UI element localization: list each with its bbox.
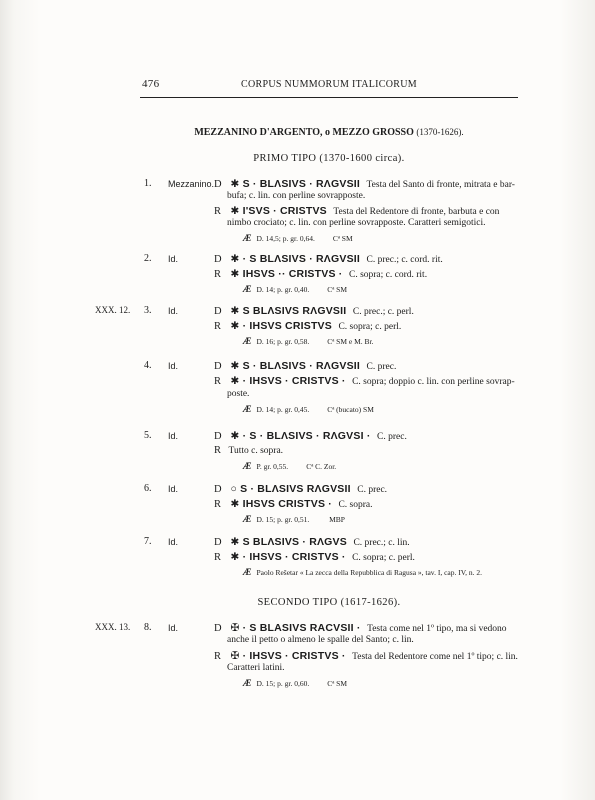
reverse-symbol: R bbox=[214, 651, 222, 662]
reverse-symbol: R bbox=[214, 552, 222, 563]
obverse-description: C. prec.; c. cord. rit. bbox=[366, 255, 443, 265]
reverse-legend: ✠ · IHSVS · CRISTVS · bbox=[230, 650, 346, 662]
reverse-description: C. sopra; doppio c. lin. con perline sovrap- bbox=[352, 377, 515, 387]
entry-collection: C. Zor. bbox=[315, 462, 337, 471]
obverse-line bbox=[214, 178, 515, 190]
obverse-legend: ✠ · S BLASIVS RACVSII · bbox=[230, 622, 361, 634]
section-title bbox=[140, 127, 518, 138]
metal-mark: Æ bbox=[243, 284, 252, 294]
obverse-symbol: D bbox=[214, 306, 222, 317]
obverse-description: C. prec. bbox=[366, 362, 397, 372]
entry-dimensions: D. 14; p. gr. 0,45. bbox=[256, 405, 310, 414]
obverse-legend: ✱ · S BLΛSIVS · RΛGVSII bbox=[230, 253, 361, 265]
entry-collection: SM bbox=[363, 405, 374, 414]
reverse-description: C. sopra. bbox=[338, 500, 373, 510]
reverse-line bbox=[214, 205, 499, 217]
obverse-symbol: D bbox=[214, 431, 222, 442]
entry-number: 1. bbox=[144, 178, 152, 189]
entry-dimensions: D. 14; p. gr. 0,40. bbox=[256, 285, 310, 294]
entry-number: 7. bbox=[144, 536, 152, 547]
entry-meta bbox=[243, 461, 336, 471]
obverse-symbol: D bbox=[214, 484, 222, 495]
entry-meta bbox=[243, 514, 345, 524]
entry-dimensions: P. gr. 0,55. bbox=[256, 462, 289, 471]
reverse-line bbox=[214, 268, 427, 280]
entry-denomination: Mezzanino. bbox=[168, 179, 215, 189]
obverse-line bbox=[214, 253, 443, 265]
entry-meta bbox=[243, 233, 353, 243]
metal-mark: Æ bbox=[243, 404, 252, 414]
entry-collection: MBP bbox=[329, 515, 345, 524]
entry-number: 6. bbox=[144, 483, 152, 494]
reverse-symbol: R bbox=[214, 321, 222, 332]
entry-denomination: Id. bbox=[168, 623, 179, 633]
obverse-line bbox=[214, 622, 507, 634]
reverse-legend: ✱ · IHSVS · CRISTVS · bbox=[230, 551, 346, 563]
reverse-description: Testa del Redentore come nel 1º tipo; c. lin. bbox=[352, 652, 518, 662]
page-number: 476 bbox=[142, 78, 160, 90]
obverse-legend: ○ S · BLΛSIVS RΛGVSII bbox=[230, 483, 351, 495]
metal-mark: Æ bbox=[243, 514, 252, 524]
obverse-line bbox=[214, 483, 387, 495]
entry-number: 5. bbox=[144, 430, 152, 441]
obverse-continuation: bufa; c. lin. con perline sovrapposte. bbox=[227, 191, 366, 201]
entry-meta bbox=[243, 336, 373, 346]
entry-dimensions: D. 15; p. gr. 0,60. bbox=[256, 679, 310, 688]
running-title: CORPUS NUMMORUM ITALICORUM bbox=[241, 79, 417, 90]
reverse-symbol: R bbox=[214, 499, 222, 510]
entry-dimensions: D. 15; p. gr. 0,51. bbox=[256, 515, 310, 524]
metal-mark: Æ bbox=[243, 233, 252, 243]
metal-mark: Æ bbox=[243, 567, 252, 577]
entry-number: 2. bbox=[144, 253, 152, 264]
entry-dimensions: D. 16; p. gr. 0,58. bbox=[256, 337, 310, 346]
reverse-symbol: R bbox=[214, 206, 222, 217]
entry-denomination: Id. bbox=[168, 306, 179, 316]
metal-mark: Æ bbox=[243, 461, 252, 471]
entry-ref: Cª bbox=[327, 285, 335, 294]
obverse-description: C. prec. bbox=[357, 485, 388, 495]
obverse-line bbox=[214, 430, 407, 442]
obverse-line bbox=[214, 536, 410, 548]
entry-denomination: Id. bbox=[168, 361, 179, 371]
obverse-legend: ✱ S BLΛSIVS · RΛGVS bbox=[230, 536, 347, 548]
reverse-line bbox=[214, 650, 518, 662]
entry-dimensions: D. 14,5; p. gr. 0,64. bbox=[256, 234, 315, 243]
reverse-continuation: poste. bbox=[227, 389, 250, 399]
obverse-symbol: D bbox=[214, 254, 222, 265]
entry-collection: SM e M. Br. bbox=[336, 337, 374, 346]
entry-denomination: Id. bbox=[168, 537, 179, 547]
obverse-description: Testa come nel 1º tipo, ma si vedono bbox=[367, 624, 507, 634]
section-title-text: MEZZANINO D'ARGENTO, o MEZZO GROSSO bbox=[194, 127, 414, 138]
reverse-description: Tutto c. sopra. bbox=[228, 446, 284, 456]
obverse-continuation: anche il petto o almeno le spalle del Santo; c. lin. bbox=[227, 635, 414, 645]
type1-heading: PRIMO TIPO (1370-1600 circa). bbox=[253, 153, 405, 164]
reverse-line bbox=[214, 445, 283, 456]
reverse-line bbox=[214, 551, 415, 563]
section-date: (1370-1626). bbox=[416, 127, 464, 137]
plate-reference: XXX. 12. bbox=[95, 305, 131, 315]
reverse-legend: ✱ IHSVS CRISTVS · bbox=[230, 498, 332, 510]
obverse-symbol: D bbox=[214, 361, 222, 372]
reverse-symbol: R bbox=[214, 445, 222, 456]
reverse-legend: ✱ IHSVS ·· CRISTVS · bbox=[230, 268, 343, 280]
obverse-legend: ✱ · S · BLΛSIVS · RΛGVSI · bbox=[230, 430, 371, 442]
obverse-legend: ✱ S · BLΛSIVS · RΛGVSII bbox=[230, 360, 361, 372]
obverse-line bbox=[214, 305, 414, 317]
reverse-line bbox=[214, 375, 515, 387]
reverse-symbol: R bbox=[214, 376, 222, 387]
entry-denomination: Id. bbox=[168, 254, 179, 264]
obverse-description: C. prec.; c. lin. bbox=[353, 538, 410, 548]
obverse-description: Testa del Santo di fronte, mitrata e bar- bbox=[366, 180, 515, 190]
obverse-description: C. prec.; c. perl. bbox=[352, 307, 414, 317]
reverse-description: C. sopra; c. cord. rit. bbox=[348, 270, 428, 280]
entry-number: 3. bbox=[144, 305, 152, 316]
entry-reference-text: Paolo Reŝetar « La zecca della Repubblica di Ragusa », tav. I, cap. IV, n. 2. bbox=[256, 568, 483, 577]
obverse-legend: ✱ S · BLΛSIVS · RΛGVSII bbox=[230, 178, 361, 190]
entry-meta bbox=[243, 678, 347, 688]
reverse-line bbox=[214, 498, 373, 510]
entry-meta bbox=[243, 567, 482, 577]
entry-collection: SM bbox=[341, 234, 353, 243]
header-rule bbox=[140, 97, 518, 98]
entry-ref: Cª (bucato) bbox=[327, 405, 362, 414]
reverse-continuation: nimbo crociato; c. lin. con perline sovrapposte. Caratteri semigotici. bbox=[227, 218, 486, 228]
entry-denomination: Id. bbox=[168, 484, 179, 494]
entry-collection: SM bbox=[336, 679, 348, 688]
entry-ref: Cª bbox=[306, 462, 314, 471]
reverse-description: Testa del Redentore di fronte, barbuta e con bbox=[333, 207, 500, 217]
entry-ref: Cª bbox=[332, 234, 340, 243]
entry-number: 8. bbox=[144, 622, 152, 633]
reverse-symbol: R bbox=[214, 269, 222, 280]
plate-reference: XXX. 13. bbox=[95, 622, 131, 632]
reverse-legend: ✱ · IHSVS · CRISTVS · bbox=[230, 375, 346, 387]
reverse-description: C. sopra; c. perl. bbox=[338, 322, 402, 332]
entry-denomination: Id. bbox=[168, 431, 179, 441]
reverse-legend: ✱ I'SVS · CRISTVS bbox=[230, 205, 327, 217]
obverse-symbol: D bbox=[214, 537, 222, 548]
entry-meta bbox=[243, 284, 347, 294]
entry-collection: SM bbox=[336, 285, 348, 294]
obverse-symbol: D bbox=[214, 179, 222, 190]
entry-meta bbox=[243, 404, 374, 414]
obverse-legend: ✱ S BLΛSIVS RΛGVSII bbox=[230, 305, 347, 317]
obverse-description: C. prec. bbox=[377, 432, 407, 442]
type2-heading: SECONDO TIPO (1617-1626). bbox=[257, 597, 401, 608]
reverse-line bbox=[214, 320, 401, 332]
entry-number: 4. bbox=[144, 360, 152, 371]
obverse-symbol: D bbox=[214, 623, 222, 634]
entry-ref: Cª bbox=[327, 337, 335, 346]
reverse-description: C. sopra; c. perl. bbox=[352, 553, 415, 563]
entry-ref: Cª bbox=[327, 679, 335, 688]
reverse-legend: ✱ · IHSVS CRISTVS bbox=[230, 320, 332, 332]
reverse-continuation: Caratteri latini. bbox=[227, 663, 285, 673]
page-header bbox=[140, 78, 518, 94]
obverse-line bbox=[214, 360, 396, 372]
metal-mark: Æ bbox=[243, 678, 252, 688]
metal-mark: Æ bbox=[243, 336, 252, 346]
